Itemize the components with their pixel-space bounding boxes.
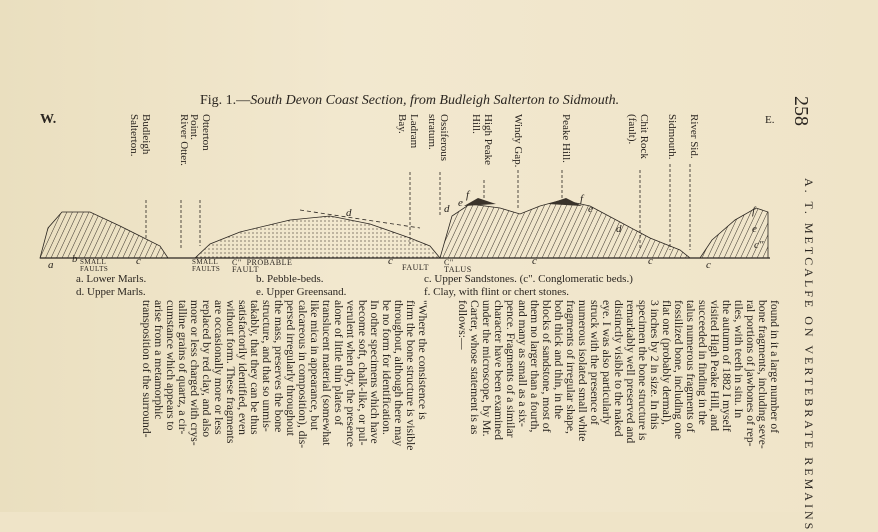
body-text-line: tiles, with teeth in situ. In — [732, 300, 745, 419]
legend-d: d. Upper Marls. — [76, 286, 146, 298]
body-text-line: replaced by red clay, and also — [200, 300, 213, 438]
place-river-sid: River Sid. — [688, 114, 700, 159]
diagram-letter-d2: d — [444, 203, 450, 215]
place-windy-gap: Windy Gap. — [512, 114, 524, 168]
fault-label-probable: C" PROBABLE FAULT — [232, 258, 293, 274]
diagram-letter-c5: c — [706, 259, 711, 271]
body-text-line: Carter, whose statement is as — [468, 300, 481, 435]
body-text-line: character have been examined — [492, 300, 505, 441]
legend-e: e. Upper Greensand. — [256, 286, 347, 298]
diagram-letter-f3: f — [752, 205, 756, 217]
legend-a: a. Lower Marls. — [76, 273, 147, 285]
diagram-letter-d3: d — [616, 223, 622, 235]
body-text-line: succeeded in finding in the — [696, 300, 709, 425]
body-text-line: follows:— — [456, 300, 469, 350]
body-text-line: persed irregularly throughout — [284, 300, 297, 436]
diagram-letter-c1: c — [136, 255, 141, 267]
body-text-line: fossilized bone, including one — [672, 300, 685, 440]
diagram-letter-c6: c" — [754, 239, 764, 251]
body-text-line: numerous isolated small white — [576, 300, 589, 442]
place-sidmouth: Sidmouth. — [666, 114, 678, 160]
body-text-line: distinctly visible to the naked — [612, 300, 625, 437]
body-text-line: "Where the consistence is — [416, 300, 429, 420]
diagram-letter-a: a — [48, 259, 54, 271]
west-label: W. — [40, 112, 57, 127]
diagram-letter-c4: c — [648, 255, 653, 267]
body-text-line: struck with the presence of — [588, 300, 601, 425]
fault-label-fault: FAULT — [402, 263, 429, 272]
place-budleigh-salterton: Budleigh Salterton. — [128, 114, 152, 157]
fault-label-small-2: SMALL FAULTS — [192, 258, 221, 273]
body-text-line: 3 inches by 2 in size. In this — [648, 300, 661, 430]
body-text-line: firm the bone structure is visible — [404, 300, 417, 451]
body-text-line: satisfactorily identified, even — [236, 300, 249, 435]
body-text-line: both thick and thin, in the — [552, 300, 565, 420]
body-text-line: the mass, preserves the bone — [272, 300, 285, 433]
body-text-line: transposition of the surround- — [140, 300, 153, 438]
body-text-line: flat one (probably dermal), — [660, 300, 673, 425]
figure-title-italic: South Devon Coast Section, from Budleigh Salterton to Sidmouth. — [250, 93, 620, 108]
body-text-line: under the microscope, by Mr. — [480, 300, 493, 437]
diagram-letter-f1: f — [466, 189, 470, 201]
figure-title-prefix: Fig. 1.— — [200, 93, 251, 108]
body-text-line: the autumn of 1882 I myself — [720, 300, 733, 432]
body-text-line: arise from a metamorphic — [152, 300, 165, 420]
place-ladram-bay: Ladram Bay. — [396, 114, 420, 149]
body-text-line: like mica in appearance, but — [308, 300, 321, 431]
body-text-line: become soft, chalk-like, or pul- — [356, 300, 369, 446]
place-chit-rock: Chit Rock (fault). — [626, 114, 650, 159]
body-text-line: ral portions of jawbones of rep- — [744, 300, 757, 447]
fault-label-talus: C" TALUS — [444, 258, 472, 274]
east-label: E. — [765, 114, 775, 126]
body-text-line: takably, that they can be thus — [248, 300, 261, 435]
place-river-otter: River Otter. — [178, 114, 190, 166]
diagram-letter-c3: c — [532, 255, 537, 267]
running-header: A. T. METCALFE ON VERTEBRATE REMAINS — [802, 178, 816, 532]
body-text-line: fragments of irregular shape, — [564, 300, 577, 434]
body-text-column-right — [456, 300, 780, 449]
diagram-letter-f2: f — [580, 193, 584, 205]
body-text-line: found in it a large number of — [768, 300, 781, 434]
body-text-line: be no form for identification. — [380, 300, 393, 435]
body-text-line: cumstance which appears to — [164, 300, 177, 431]
body-text-line: blocks of sandstone, most of — [540, 300, 553, 433]
diagram-letter-c2: c — [388, 255, 393, 267]
body-text-line: are occasionally more or less — [212, 300, 225, 435]
body-text-line: throughout, although there may — [392, 300, 405, 447]
place-peake-hill: Peake Hill. — [560, 114, 572, 163]
body-text-line: talus numerous fragments of — [684, 300, 697, 433]
body-text-line: bone fragments, including seve- — [756, 300, 769, 449]
body-text-line: visited High Peake Hill, and — [708, 300, 721, 432]
place-high-peake-hill: High Peake Hill. — [470, 114, 494, 166]
legend-c: c. Upper Sandstones. (c". Conglomeratic beds.) — [424, 273, 633, 285]
body-text-line: specimen the bone structure is — [636, 300, 649, 441]
diagram-letter-e3: e — [752, 223, 757, 235]
place-ossiferous-stratum: Ossiferous stratum. — [426, 114, 450, 162]
body-text-line: eye. I was also particularly — [600, 300, 613, 425]
page-number: 258 — [790, 96, 812, 126]
body-text-column-left — [140, 300, 428, 450]
body-text-line: them no larger than a fourth, — [528, 300, 541, 433]
body-text-line: translucent material (somewhat — [320, 300, 333, 446]
body-text-line: more or less charged with crys- — [188, 300, 201, 446]
body-text-line: talline grains of quartz, a cir- — [176, 300, 189, 435]
diagram-letter-b: b — [72, 253, 78, 265]
body-text-line: pence. Fragments of a similar — [504, 300, 517, 438]
legend-b: b. Pebble-beds. — [256, 273, 324, 285]
body-text-line: verulent when dry, the presence — [344, 300, 357, 448]
diagram-letter-e2: e — [588, 203, 593, 215]
body-text-line: calcareous in composition), dis- — [296, 300, 309, 449]
body-text-line: without form. These fragments — [224, 300, 237, 444]
diagram-letter-d1: d — [346, 207, 352, 219]
body-text-line: structure, and that so unmis- — [260, 300, 273, 432]
diagram-letter-e1: e — [458, 197, 463, 209]
body-text-line: and many as small as a six- — [516, 300, 529, 427]
body-text-line: In other specimens which have — [368, 300, 381, 444]
body-text-line: alone of little thin plates of — [332, 300, 345, 426]
place-otterton-point: Otterton Point. — [188, 114, 212, 151]
fault-label-small-1: SMALL FAULTS — [80, 258, 109, 273]
legend-f: f. Clay, with flint or chert stones. — [424, 286, 570, 298]
body-text-line: remarkably well preserved and — [624, 300, 637, 444]
